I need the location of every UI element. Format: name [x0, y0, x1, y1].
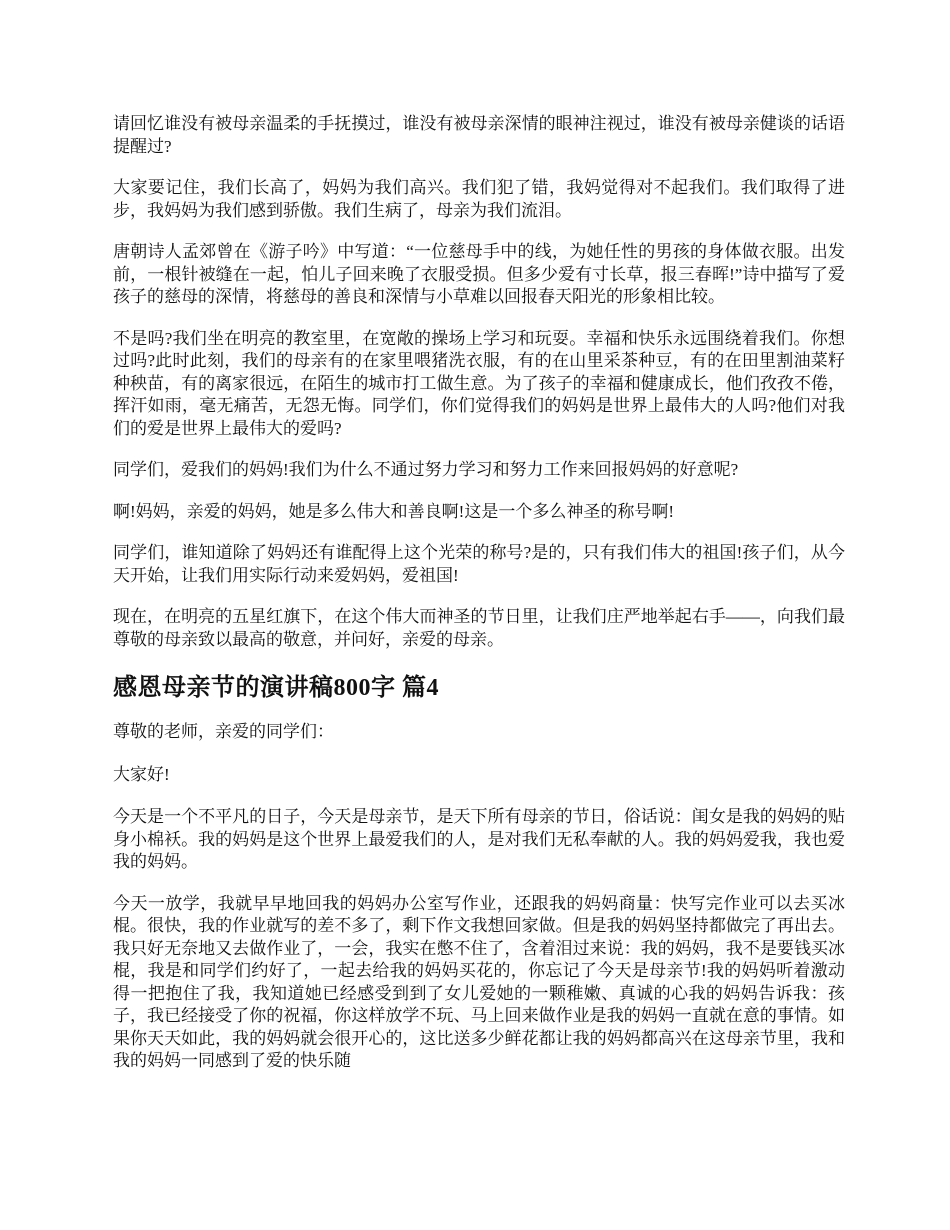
paragraph: 请回忆谁没有被母亲温柔的手抚摸过，谁没有被母亲深情的眼神注视过，谁没有被母亲健谈的话语提醒过?: [113, 114, 845, 156]
paragraph: 不是吗?我们坐在明亮的教室里，在宽敞的操场上学习和玩耍。幸福和快乐永远围绕着我们。你想过吗?此时此刻，我们的母亲有的在家里喂猪洗衣服，有的在山里采茶种豆，有的在田里割油菜籽种秧苗，有的离家很远，在陌生的城市打工做生意。为了孩子的幸福和健康成长，他们孜孜不倦，挥汗如雨，毫无痛苦，无怨无悔。同学们，你们觉得我们的妈妈是世界上最伟大的人吗?他们对我们的爱是世界上最伟大的爱吗?: [113, 328, 845, 438]
paragraph: 今天一放学，我就早早地回我的妈妈办公室写作业，还跟我的妈妈商量：快写完作业可以去买冰棍。很快，我的作业就写的差不多了，剩下作文我想回家做。但是我的妈妈坚持都做完了再出去。我只好无奈地又去做作业了，一会，我实在憋不住了，含着泪过来说：我的妈妈，我不是要钱买冰棍，我是和同学们约好了，一起去给我的妈妈买花的，你忘记了今天是母亲节!我的妈妈听着激动得一把抱住了我，我知道她已经感受到到了女儿爱她的一颗稚嫩、真诚的心我的妈妈告诉我：孩子，我已经接受了你的祝福，你这样放学不玩、马上回来做作业是我的妈妈一直就在意的事情。如果你天天如此，我的妈妈就会很开心的，这比送多少鲜花都让我的妈妈都高兴在这母亲节里，我和我的妈妈一同感到了爱的快乐随: [113, 893, 845, 1070]
paragraph: 同学们，爱我们的妈妈!我们为什么不通过努力学习和努力工作来回报妈妈的好意呢?: [113, 460, 739, 479]
greeting: 尊敬的老师，亲爱的同学们：: [113, 722, 334, 741]
section-heading: 感恩母亲节的演讲稿800字 篇4: [113, 675, 439, 701]
paragraph: 大家要记住，我们长高了，妈妈为我们高兴。我们犯了错，我妈觉得对不起我们。我们取得了进步，我妈妈为我们感到骄傲。我们生病了，母亲为我们流泪。: [113, 178, 845, 220]
paragraph: 啊!妈妈，亲爱的妈妈，她是多么伟大和善良啊!这是一个多么神圣的称号啊!: [113, 501, 674, 521]
paragraph: 同学们，谁知道除了妈妈还有谁配得上这个光荣的称号?是的，只有我们伟大的祖国!孩子们，从今天开始，让我们用实际行动来爱妈妈，爱祖国!: [113, 543, 845, 585]
paragraph: 今天是一个不平凡的日子，今天是母亲节，是天下所有母亲的节日，俗话说：闺女是我的妈妈的贴身小棉袄。我的妈妈是这个世界上最爱我们的人，是对我们无私奉献的人。我的妈妈爱我，我也爱我的妈妈。: [113, 807, 845, 871]
paragraph: 现在，在明亮的五星红旗下，在这个伟大而神圣的节日里，让我们庄严地举起右手——，向我们最尊敬的母亲致以最高的敬意，并问好，亲爱的母亲。: [113, 607, 845, 649]
document-page: [113, 113, 845, 1092]
paragraph: 唐朝诗人孟郊曾在《游子吟》中写道：“一位慈母手中的线，为她任性的男孩的身体做衣服。出发前，一根针被缝在一起，怕儿子回来晚了衣服受损。但多少爱有寸长草，报三春晖!”诗中描写了爱孩子的慈母的深情，将慈母的善良和深情与小草难以回报春天阳光的形象相比较。: [113, 242, 845, 306]
hello-line: 大家好!: [113, 764, 170, 784]
